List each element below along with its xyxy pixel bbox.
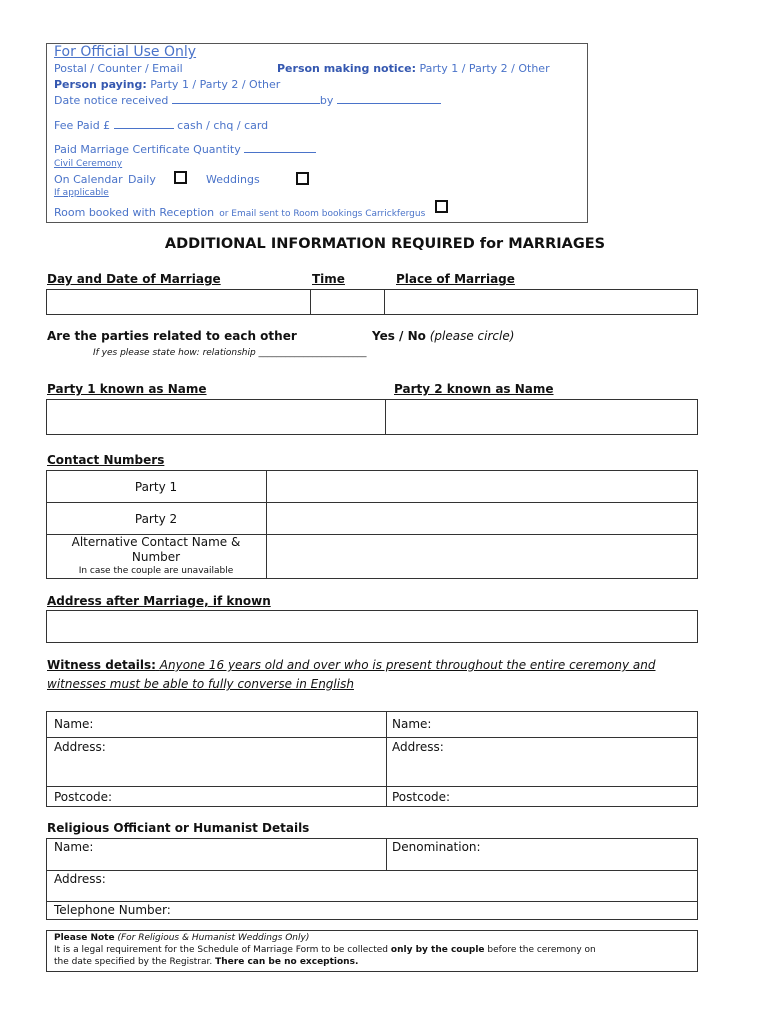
person-paying-options: Party 1 / Party 2 / Other — [150, 78, 281, 91]
contact-heading: Contact Numbers — [47, 453, 165, 467]
by-label: by — [319, 94, 334, 107]
main-title: ADDITIONAL INFORMATION REQUIRED for MARRIAGES — [164, 236, 606, 252]
date-notice-label: Date notice received — [54, 94, 169, 107]
contact-party2-field[interactable] — [267, 503, 697, 534]
divider — [46, 870, 698, 871]
party1-name-field[interactable] — [46, 399, 386, 435]
room-booked-checkbox[interactable] — [435, 200, 448, 213]
note-line1-b: only by the couple — [390, 945, 485, 955]
daily-label: Daily — [128, 173, 156, 186]
divider — [46, 786, 698, 787]
related-question: Are the parties related to each other — [47, 329, 297, 343]
witness-label: Witness details: — [47, 658, 156, 672]
party1-name-label: Party 1 known as Name — [47, 382, 207, 396]
please-note-label: Please Note — [54, 933, 115, 943]
witness-text-line1: Anyone 16 years old and over who is present throughout the entire ceremony and — [159, 658, 656, 672]
fee-paid-field[interactable] — [114, 128, 174, 129]
contact-party1-label: Party 1 — [134, 480, 178, 494]
person-making-label: Person making notice: — [277, 62, 417, 75]
divider — [46, 737, 698, 738]
fee-paid-row — [54, 119, 268, 132]
witness2-name-field[interactable]: Name: — [392, 717, 432, 731]
officiant-telephone-field[interactable]: Telephone Number: — [54, 903, 171, 917]
alt-contact-field[interactable] — [267, 535, 697, 578]
on-calendar-label: On Calendar — [54, 173, 123, 186]
room-email-label: or Email sent to Room bookings Carrickfergus — [219, 209, 426, 219]
place-label: Place of Marriage — [396, 272, 515, 286]
witness1-postcode-field[interactable]: Postcode: — [54, 790, 113, 804]
officiant-heading: Religious Officiant or Humanist Details — [47, 821, 310, 835]
party2-name-field[interactable] — [386, 399, 697, 435]
person-making-options: Party 1 / Party 2 / Other — [419, 62, 550, 75]
please-note-line1 — [54, 945, 596, 955]
daily-checkbox[interactable] — [174, 171, 187, 184]
alt-contact-number-label: Number — [131, 550, 181, 564]
date-notice-row — [54, 94, 441, 107]
if-applicable-label: If applicable — [54, 188, 109, 198]
date-notice-field[interactable] — [172, 103, 320, 104]
civil-ceremony-label: Civil Ceremony — [54, 159, 123, 169]
alt-contact-note: In case the couple are unavailable — [78, 566, 234, 576]
note-line1-a: It is a legal requirement for the Schedule of Marriage Form to be collected — [54, 945, 389, 955]
person-making-notice — [277, 62, 550, 75]
divider — [46, 901, 698, 902]
time-label: Time — [312, 272, 345, 286]
party2-name-label: Party 2 known as Name — [394, 382, 554, 396]
day-date-label: Day and Date of Marriage — [47, 272, 221, 286]
please-note-scope: (For Religious & Humanist Weddings Only) — [117, 933, 310, 943]
paid-cert-field[interactable] — [244, 152, 316, 153]
denomination-field[interactable]: Denomination: — [392, 840, 481, 854]
paid-cert-row — [54, 143, 316, 156]
address-after-field[interactable] — [46, 610, 698, 643]
weddings-checkbox[interactable] — [296, 172, 309, 185]
person-paying-label: Person paying: — [54, 78, 147, 91]
officiant-address-field[interactable]: Address: — [54, 872, 106, 886]
day-date-field[interactable] — [46, 289, 311, 315]
divider — [386, 711, 387, 807]
witness-intro — [47, 658, 656, 672]
divider — [386, 838, 387, 870]
place-field[interactable] — [385, 289, 697, 315]
witness-table — [46, 711, 698, 807]
yes-no-label[interactable]: Yes / No — [372, 329, 426, 343]
please-note-line2 — [54, 957, 358, 967]
address-after-label: Address after Marriage, if known — [47, 594, 271, 608]
time-field[interactable] — [311, 289, 384, 315]
witness2-address-field[interactable]: Address: — [392, 740, 444, 754]
if-yes-relationship: If yes please state how: relationship ________________________ — [93, 348, 367, 358]
note-line2-b: There can be no exceptions. — [215, 957, 359, 967]
alt-contact-label: Alternative Contact Name & — [71, 535, 241, 549]
note-line1-c: before the ceremony on — [487, 945, 596, 955]
witness1-address-field[interactable]: Address: — [54, 740, 106, 754]
witness2-postcode-field[interactable]: Postcode: — [392, 790, 451, 804]
person-paying — [54, 78, 280, 91]
please-note-heading — [54, 933, 309, 943]
room-booked-label: Room booked with Reception — [54, 206, 215, 219]
note-line2-a: the date specified by the Registrar. — [54, 957, 213, 967]
witness1-name-field[interactable]: Name: — [54, 717, 94, 731]
yes-no-row — [372, 329, 514, 343]
official-use-heading: For Official Use Only — [54, 44, 197, 60]
fee-paid-methods: cash / chq / card — [177, 119, 269, 132]
room-booked-row — [54, 201, 425, 220]
witness-text-line2: witnesses must be able to fully converse in English — [47, 677, 354, 691]
contact-party2-label: Party 2 — [134, 512, 178, 526]
weddings-label: Weddings — [206, 173, 260, 186]
by-field[interactable] — [337, 103, 441, 104]
contact-party1-field[interactable] — [267, 471, 697, 502]
please-circle-label: (please circle) — [429, 329, 515, 343]
postal-counter-email: Postal / Counter / Email — [54, 62, 183, 75]
paid-cert-label: Paid Marriage Certificate Quantity — [54, 143, 241, 156]
officiant-name-field[interactable]: Name: — [54, 840, 94, 854]
fee-paid-label: Fee Paid £ — [54, 119, 111, 132]
